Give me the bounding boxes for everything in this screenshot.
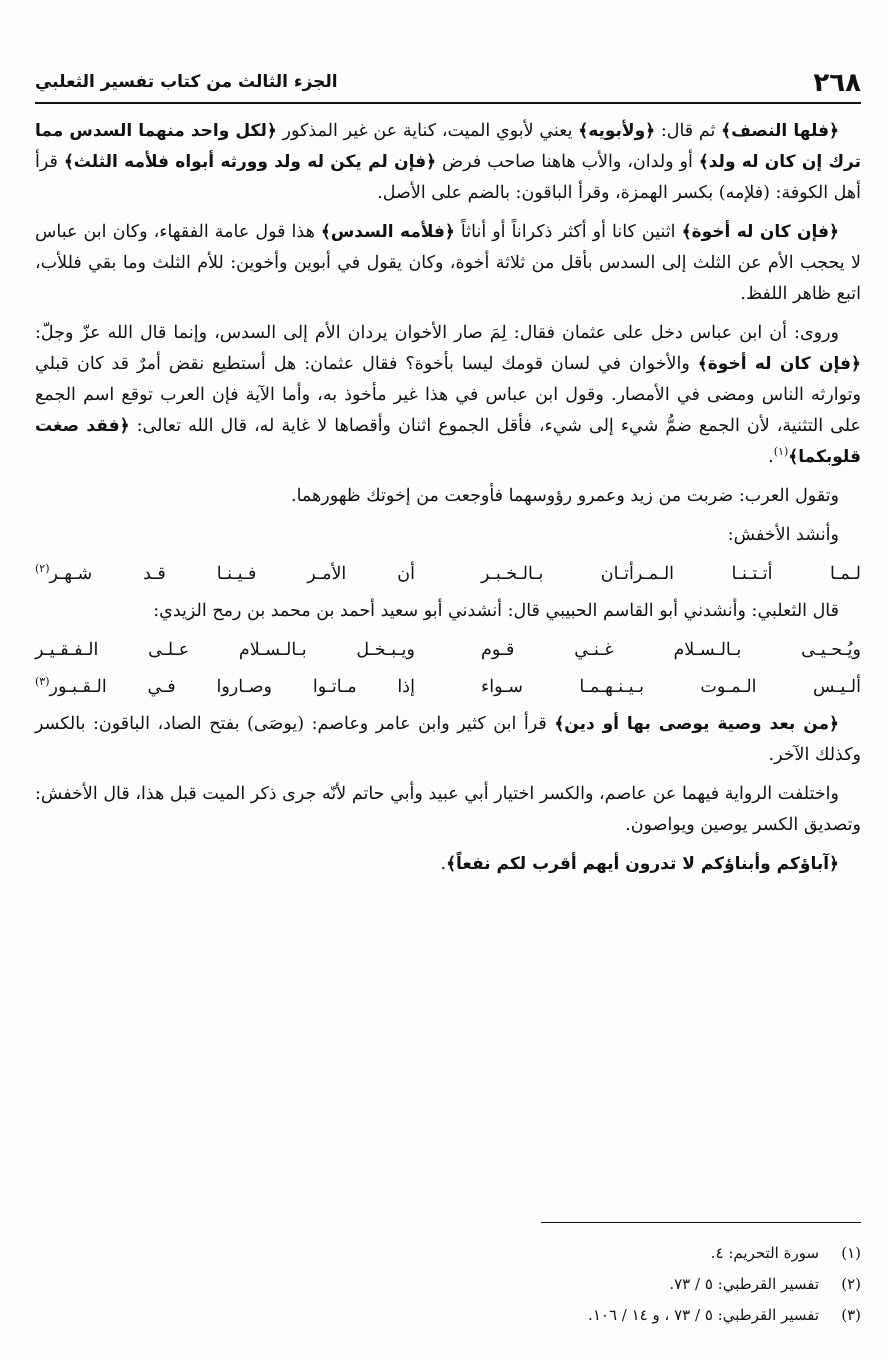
quran-quote: ﴿لكل واحد منهما السدس مما ترك إن كان له ولد﴾ bbox=[35, 121, 861, 172]
quran-quote: ﴿ولأبويه﴾ bbox=[578, 121, 656, 141]
text-span: ثم قال: bbox=[655, 121, 722, 141]
paragraph-7 bbox=[35, 709, 861, 771]
main-text bbox=[35, 116, 861, 1202]
text-span: قرأ أهل الكوفة: (فلإمه) بكسر الهمزة، وقرأ الباقون: بالضم على الأصل. bbox=[35, 152, 861, 203]
text-span: اثنين كانا أو أكثر ذكراناً أو أناثاً bbox=[454, 222, 682, 242]
text-span: والأخوان في لسان قومك ليسا بأخوة؟ فقال عثمان: هل أستطيع نقض أمرٌ قد كان قبلي وتوارثه الناس ومضى في الأمصار. وقول ابن عباس في هذا غير مأخوذ به، وأما الآية فإن العرب توقع اسم الجمع على التثنية، لأن الجمع ضمُّ شيء إلى شيء، فأقل الجموع اثنان وأقصاها لا غاية له، قال الله تعالى: bbox=[35, 354, 861, 436]
footnote-ref: (١) bbox=[773, 445, 789, 459]
text-span: وروى: أن ابن عباس دخل على عثمان فقال: لِمَ صار الأخوان يردان الأم إلى السدس، وإنما قال الله عزّ وجلّ: bbox=[35, 323, 839, 343]
quran-quote: ﴿من بعد وصية يوصى بها أو دين﴾ bbox=[554, 714, 839, 734]
running-title: الجزء الثالث من كتاب تفسير الثعلبي bbox=[35, 72, 338, 92]
paragraph-5: وأنشد الأخفش: bbox=[727, 525, 839, 545]
quran-quote: ﴿فإن كان له أخوة﴾ bbox=[697, 354, 861, 374]
text-span: قرأ ابن كثير وابن عامر وعاصم: (يوصَى) بفتح الصاد، الباقون: بالكسر وكذلك الآخر. bbox=[35, 714, 861, 765]
paragraph-3 bbox=[35, 318, 861, 473]
quran-quote: ﴿فقد صغت قلوبكما﴾ bbox=[35, 416, 861, 467]
quran-quote: ﴿فإن كان له أخوة﴾ bbox=[681, 222, 840, 242]
footnote bbox=[35, 1300, 861, 1331]
quran-quote: ﴿فلها النصف﴾ bbox=[721, 121, 839, 141]
quran-quote: ﴿فإن لم يكن له ولد وورثه أبواه فلأمه الثلث﴾ bbox=[63, 152, 437, 172]
text-span: أو ولدان، والأب هاهنا صاحب فرض bbox=[436, 152, 699, 172]
text-span: هذا قول عامة الفقهاء، وكان ابن عباس لا يحجب الأم عن الثلث إلى السدس بأقل من ثلاثة أخوة، وكان يقول في أبوين وأخوين: للأم الثلث وما بقي فللأب، اتبع ظاهر اللفظ. bbox=[35, 222, 861, 304]
page-header bbox=[35, 68, 861, 104]
footnote-number: (٢) bbox=[841, 1275, 861, 1293]
paragraph-9 bbox=[35, 849, 861, 880]
footnote bbox=[35, 1269, 861, 1300]
quran-quote: ﴿آباؤكم وأبناؤكم لا تدرون أيهم أقرب لكم نفعاً﴾ bbox=[446, 854, 839, 874]
verse-line-1 bbox=[35, 559, 861, 590]
paragraph-4: وتقول العرب: ضربت من زيد وعمرو رؤوسهما فأوجعت من إخوتك ظهورهما. bbox=[291, 486, 839, 506]
footnote-text: تفسير القرطبي: ٥ / ٧٣ ، و ١٤ / ١٠٦. bbox=[588, 1306, 819, 1324]
verse-text: إذا مـاتـوا وصـاروا فـي الـقـبـور bbox=[49, 677, 415, 697]
verse-line-2 bbox=[35, 635, 861, 666]
verse-second-half bbox=[35, 672, 415, 703]
footnote-ref: (٢) bbox=[35, 562, 50, 576]
footnote-text: تفسير القرطبي: ٥ / ٧٣. bbox=[669, 1275, 819, 1293]
footnote-divider bbox=[541, 1222, 861, 1223]
footnote bbox=[35, 1238, 861, 1269]
paragraph-6: قال الثعلبي: وأنشدني أبو القاسم الحبيبي قال: أنشدني أبو سعيد أحمد بن محمد بن رمح الزيدي: bbox=[153, 601, 839, 621]
text-span: . bbox=[768, 447, 774, 467]
footnotes bbox=[35, 1238, 861, 1331]
quran-quote: ﴿فلأمه السدس﴾ bbox=[320, 222, 455, 242]
text-span: يعني لأبوي الميت، كناية عن غير المذكور bbox=[276, 121, 579, 141]
text-span: . bbox=[440, 854, 447, 874]
verse-first-half: ألـيـس الـمـوت بـيـنـهـمـا سـواء bbox=[481, 677, 861, 697]
verse-line-3 bbox=[35, 672, 861, 703]
footnote-number: (١) bbox=[841, 1244, 861, 1262]
footnote-text: سورة التحريم: ٤. bbox=[710, 1244, 819, 1262]
paragraph-2 bbox=[35, 217, 861, 310]
page-number: ٢٦٨ bbox=[813, 68, 861, 98]
footnote-number: (٣) bbox=[841, 1306, 861, 1324]
paragraph-1 bbox=[35, 116, 861, 209]
paragraph-8: واختلفت الرواية فيهما عن عاصم، والكسر اختيار أبي عبيد وأبي حاتم لأنّه جرى ذكر الميت قبل هذا، قال الأخفش: وتصديق الكسر يوصين ويواصون. bbox=[35, 784, 861, 835]
footnote-ref: (٣) bbox=[35, 675, 50, 689]
verse-second-half: ويـبـخـل بـالـسـلام عـلـى الـفـقـيـر bbox=[35, 640, 415, 660]
verse-first-half: ويُـحـيـى بـالـسـلام غـنـي قـوم bbox=[481, 640, 861, 660]
verse-second-half bbox=[35, 559, 415, 590]
verse-text: أن الأمـر فـيـنـا قـد شـهـر bbox=[49, 564, 415, 584]
verse-first-half: لـمـا أتـتـنـا الـمـرأتـان بـالـخـبـر bbox=[481, 564, 861, 584]
